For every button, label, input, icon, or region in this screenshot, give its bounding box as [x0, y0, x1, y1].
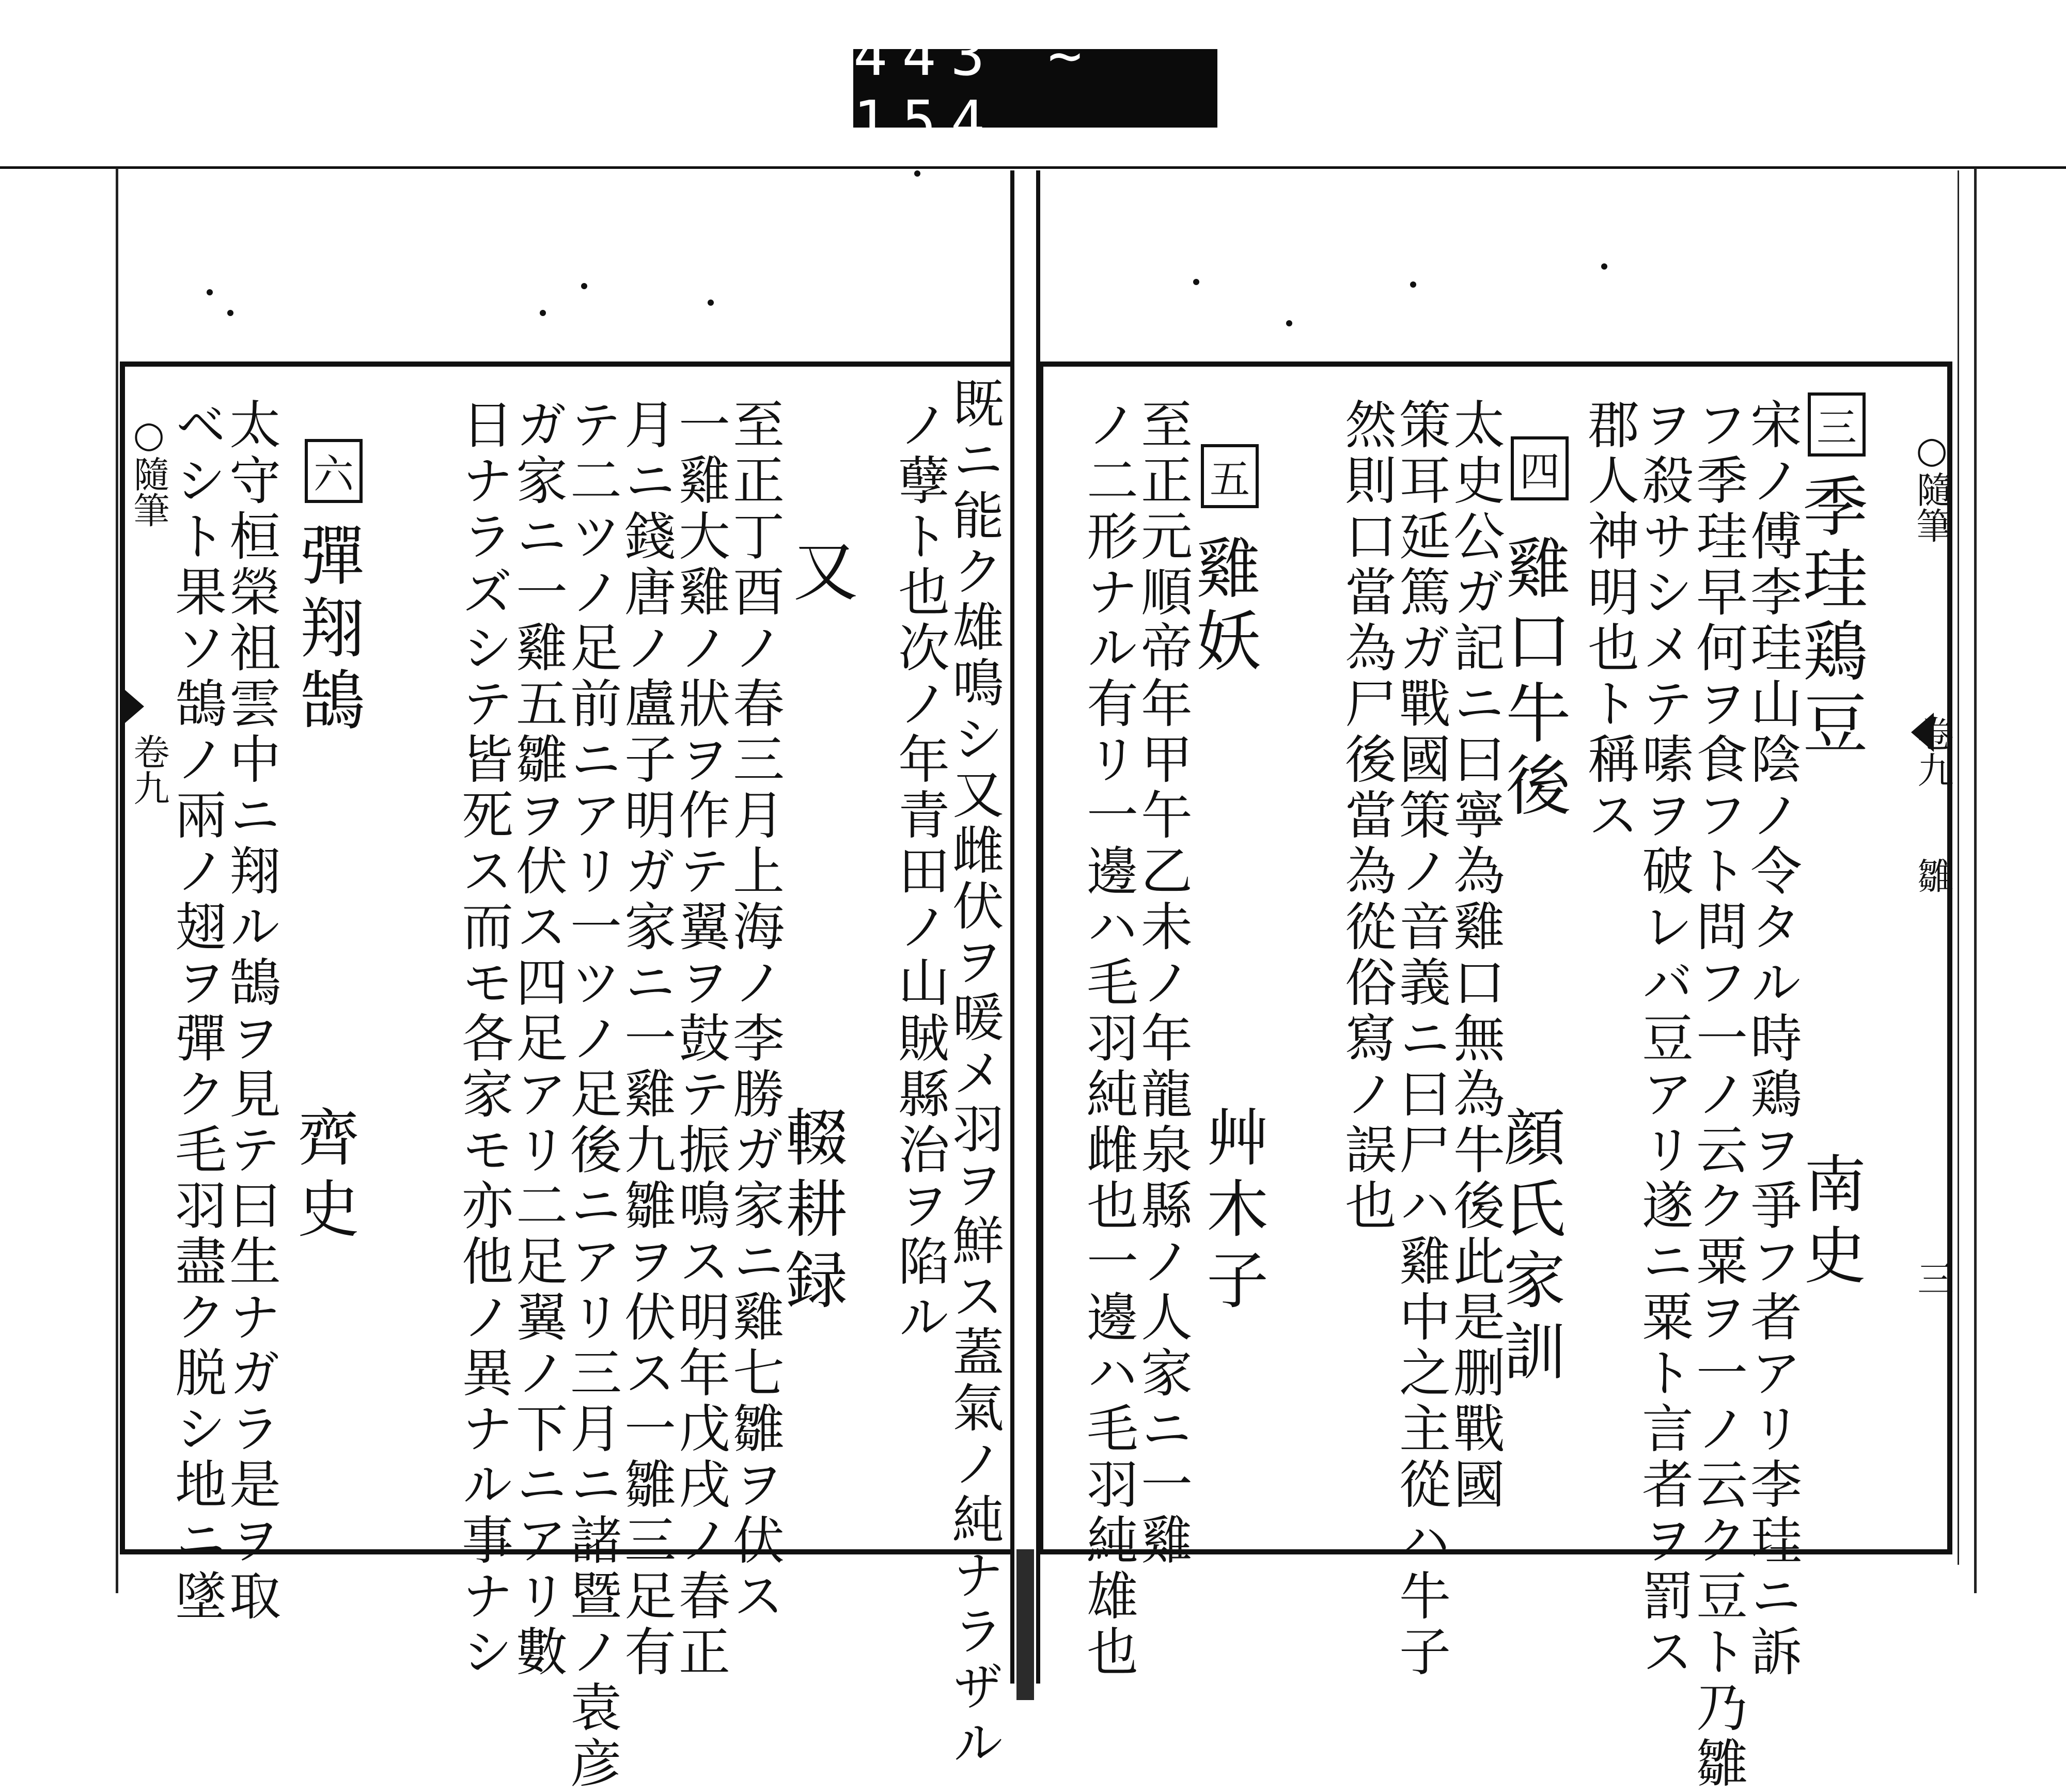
entry-heading: 雞口牛後: [1495, 535, 1571, 824]
entry-number-box: 五: [1201, 444, 1259, 508]
book-edge-left: [116, 168, 118, 1593]
right-margin-page: 三: [1912, 1260, 1954, 1296]
entry-number-box: 四: [1511, 436, 1569, 500]
text-line: ベシト果ソ鵠ノ兩ノ翅ヲ彈ク毛羽盡ク脱シ地ニ墜: [166, 398, 227, 1625]
ink-dot: [227, 310, 233, 316]
text-line: 太史公ガ記ニ曰寧為雞口無為牛後此是删戰國: [1445, 398, 1505, 1513]
book-edge-right: [1974, 168, 1977, 1593]
entry-source: 齊史: [287, 1105, 359, 1248]
ink-dot: [540, 310, 546, 316]
ink-dot: [914, 170, 920, 177]
entry-heading: 彈翔鵠: [289, 522, 365, 738]
left-margin-title: ○隨筆: [128, 413, 170, 528]
left-margin-tab: [121, 687, 144, 726]
right-margin-volume: 卷九: [1912, 715, 1954, 788]
text-line: 宋ノ傅李珪山陰ノ令タル時鶏ヲ爭フ者アリ李珪ニ訴: [1742, 398, 1802, 1680]
entry-heading: 又: [782, 537, 858, 609]
text-line: 日ナラズシテ皆死ス而モ各家モ亦他ノ異ナル事ナシ: [453, 398, 513, 1680]
text-line: テ二ツノ足前ニアリ一ツノ足後ニアリ三月ニ諸暨ノ袁彦: [561, 398, 622, 1792]
entry-source: 顔氏家訓: [1493, 1105, 1565, 1390]
text-line: 至正元順帝年甲午乙未ノ年龍泉縣ノ人家ニ一雞: [1132, 398, 1193, 1569]
binding-clip: [1016, 1549, 1034, 1700]
ink-dot: [1286, 320, 1292, 326]
ink-dot: [207, 289, 213, 295]
text-line: 一雞大雞ノ狀ヲ作テ翼ヲ鼓テ振鳴ス明年戊戌ノ春正: [670, 398, 730, 1680]
entry-number-box: 三: [1808, 392, 1866, 457]
text-line: 郡人神明也ト稱ス: [1579, 398, 1639, 844]
entry-source: 輟耕録: [775, 1105, 847, 1319]
text-line: 月ニ錢唐ノ盧子明ガ家ニ一雞九雛ヲ伏ス一雛三足有: [616, 398, 676, 1680]
entry-number-box: 六: [305, 439, 363, 503]
text-line: ノ二形ナル有リ一邊ハ毛羽純雌也一邊ハ毛羽純雄也: [1078, 398, 1138, 1680]
gutter: [1010, 170, 1040, 1684]
entry-heading: 季珪鶏豆: [1792, 473, 1868, 762]
top-rule: [0, 166, 2066, 169]
text-line: 策耳延篤ガ戰國策ノ音義ニ曰尸ハ雞中之主從ハ牛子: [1390, 398, 1451, 1680]
text-line: 然則口當為尸後當為從俗寫ノ誤也: [1336, 398, 1397, 1234]
text-line: 至正丁酉ノ春三月上海ノ李勝ガ家ニ雞七雛ヲ伏ス: [724, 398, 785, 1625]
right-margin-sub: 雛: [1912, 857, 1954, 893]
text-line: ヲ殺サシメテ嗉ヲ破レバ豆アリ遂ニ粟ト言者ヲ罰ス: [1633, 398, 1694, 1680]
catalog-label: 443 ~ 154: [853, 49, 1217, 128]
text-line: 太守桓榮祖雲中ニ翔ル鵠ヲ見テ曰生ナガラ是ヲ取: [221, 398, 281, 1625]
entry-heading: 雞妖: [1185, 535, 1261, 679]
ink-dot: [1193, 279, 1199, 285]
ink-dot: [1410, 281, 1416, 288]
text-line: ガ家ニ一雞五雛ヲ伏ス四足アリ二足翼ノ下ニアリ數: [507, 398, 568, 1680]
ink-dot: [581, 283, 587, 289]
right-margin-title: ○隨筆: [1911, 429, 1953, 543]
text-line: 既ニ能ク雄鳴シ又雌伏ヲ暖メ羽ヲ鮮ス蓋氣ノ純ナラザル: [944, 377, 1004, 1771]
left-margin-volume: 卷九: [128, 733, 170, 806]
text-line: フ季珪早何ヲ食フト問フ一ノ云ク粟ヲ一ノ云ク豆ト乃雛: [1687, 398, 1748, 1792]
entry-source: 南史: [1794, 1152, 1866, 1294]
text-line: ノ孽ト也次ノ年青田ノ山賊縣治ヲ陷ル: [889, 398, 950, 1346]
entry-source: 艸木子: [1196, 1105, 1268, 1319]
ink-dot: [708, 300, 714, 306]
ink-dot: [1601, 263, 1607, 270]
